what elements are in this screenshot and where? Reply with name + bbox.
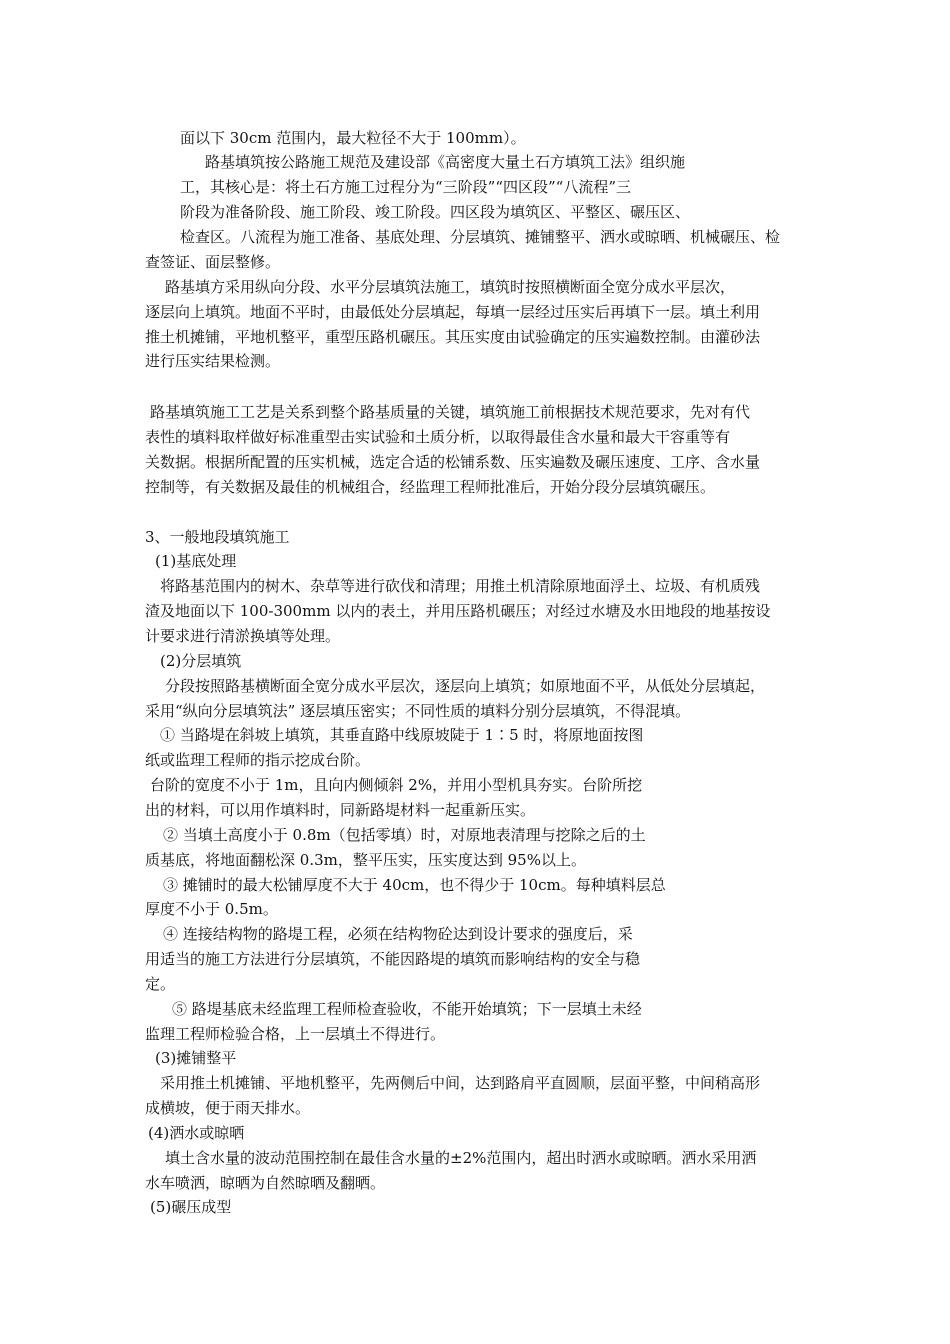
- text-line: 查签证、面层整修。: [145, 253, 281, 271]
- text-line: ⑤ 路堤基底未经监理工程师检查验收，不能开始填筑；下一层填土未经: [172, 1000, 642, 1018]
- text-line: ① 当路堤在斜坡上填筑，其垂直路中线原坡陡于 1∶5 时，将原地面按图: [160, 726, 644, 744]
- text-line: 台阶的宽度不小于 1m，且向内侧倾斜 2%，并用小型机具夯实。台阶所挖: [150, 776, 643, 794]
- text-line: 关数据。根据所配置的压实机械，选定合适的松铺系数、压实遍数及碾压速度、工序、含水量: [145, 453, 761, 471]
- text-line: 将路基范围内的树木、杂草等进行砍伐和清理；用推土机清除原地面浮土、垃圾、有机质残: [160, 577, 761, 595]
- text-line: 填土含水量的波动范围控制在最佳含水量的±2%范围内，超出时洒水或晾晒。洒水采用洒: [165, 1149, 757, 1167]
- text-line: 逐层向上填筑。地面不平时，由最低处分层填起，每填一层经过压实后再填下一层。填土利用: [145, 303, 761, 321]
- text-line: 计要求进行清淤换填等处理。: [145, 627, 341, 645]
- text-line: 质基底，将地面翻松深 0.3m，整平压实，压实度达到 95%以上。: [145, 851, 586, 869]
- text-line: 出的材料，可以用作填料时，同新路堤材料一起重新压实。: [145, 801, 536, 819]
- text-line: 定。: [145, 975, 176, 993]
- text-line: 进行压实结果检测。: [145, 352, 281, 370]
- text-line: 水车喷洒，晾晒为自然晾晒及翻晒。: [145, 1174, 386, 1192]
- text-line: ③ 摊铺时的最大松铺厚度不大于 40cm，也不得少于 10cm。每种填料层总: [163, 876, 666, 894]
- text-line: 检查区。八流程为施工准备、基底处理、分层填筑、摊铺整平、洒水或晾晒、机械碾压、检: [180, 228, 781, 246]
- subsection-heading: (2)分层填筑: [160, 652, 242, 670]
- text-line: 面以下 30cm 范围内，最大粒径不大于 100mm）。: [180, 129, 526, 147]
- text-line: ④ 连接结构物的路堤工程，必须在结构物砼达到设计要求的强度后，采: [163, 925, 633, 943]
- text-line: 阶段为准备阶段、施工阶段、竣工阶段。四区段为填筑区、平整区、碾压区、: [180, 203, 691, 221]
- text-line: 用适当的施工方法进行分层填筑，不能因路堤的填筑而影响结构的安全与稳: [145, 950, 641, 968]
- text-line: 路基填方采用纵向分段、水平分层填筑法施工，填筑时按照横断面全宽分成水平层次，: [165, 278, 736, 296]
- text-line: 纸或监理工程师的指示挖成台阶。: [145, 751, 371, 769]
- subsection-heading: (4)洒水或晾晒: [148, 1124, 245, 1142]
- text-line: 控制等，有关数据及最佳的机械组合，经监理工程师批准后，开始分段分层填筑碾压。: [145, 478, 716, 496]
- text-line: 路基填筑施工工艺是关系到整个路基质量的关键，填筑施工前根据技术规范要求，先对有代: [150, 403, 751, 421]
- text-line: ② 当填土高度小于 0.8m（包括零填）时，对原地表清理与挖除之后的土: [163, 826, 646, 844]
- text-line: 采用“纵向分层填筑法” 逐层填压密实；不同性质的填料分别分层填筑，不得混填。: [145, 702, 691, 720]
- text-line: 渣及地面以下 100-300mm 以内的表土，并用压路机碾压；对经过水塘及水田地段的地基按设: [145, 602, 771, 620]
- section-heading: 3、一般地段填筑施工: [145, 528, 290, 546]
- text-line: 成横坡，便于雨天排水。: [145, 1099, 311, 1117]
- text-line: 厚度不小于 0.5m。: [145, 900, 278, 918]
- text-line: 分段按照路基横断面全宽分成水平层次，逐层向上填筑；如原地面不平，从低处分层填起，: [165, 677, 766, 695]
- text-line: 路基填筑按公路施工规范及建设部《高密度大量土石方填筑工法》组织施: [205, 153, 686, 171]
- subsection-heading: (3)摊铺整平: [155, 1049, 237, 1067]
- text-line: 工，其核心是：将土石方施工过程分为“三阶段”“四区段”“八流程”三: [180, 178, 632, 196]
- subsection-heading: (1)基底处理: [155, 552, 237, 570]
- subsection-heading: (5)碾压成型: [150, 1198, 232, 1216]
- text-line: 表性的填料取样做好标准重型击实试验和土质分析，以取得最佳含水量和最大干容重等有: [145, 428, 731, 446]
- text-line: 监理工程师检验合格，上一层填土不得进行。: [145, 1025, 446, 1043]
- text-line: 推土机摊铺，平地机整平，重型压路机碾压。其压实度由试验确定的压实遍数控制。由灌砂法: [145, 328, 761, 346]
- text-line: 采用推土机摊铺、平地机整平，先两侧后中间，达到路肩平直圆顺，层面平整，中间稍高形: [160, 1074, 761, 1092]
